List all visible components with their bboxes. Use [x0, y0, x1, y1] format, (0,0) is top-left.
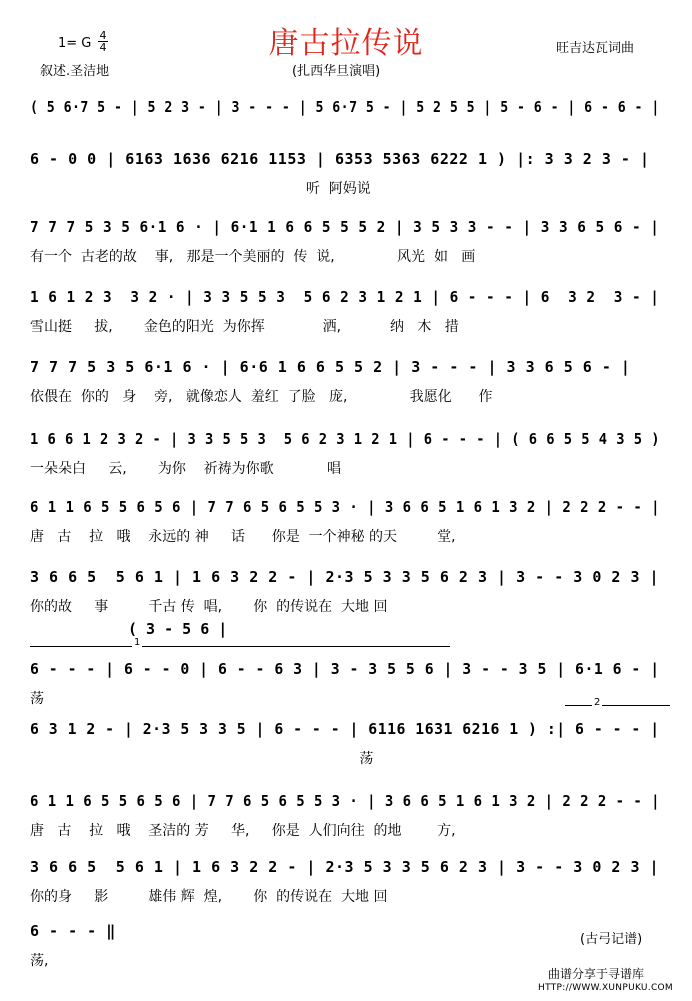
score-line-notes: 6 - 0 0 | 6163 1636 6216 1153 | 6353 5363 6222 1 ) |: 3 3 2 3 - | — [30, 150, 650, 168]
score-line-lyrics: 荡, — [30, 953, 49, 969]
score-line-lyrics: 雪山挺 拔, 金色的阳光 为你挥 洒, 纳 木 措 — [30, 319, 459, 335]
score-line-lyrics: 唐 古 拉 哦 圣洁的 芳 华, 你是 人们向往 的地 方, — [30, 823, 456, 839]
score-line-notes: 6 1 1 6 5 5 6 5 6 | 7 7 6 5 6 5 5 3 · | 3 6 6 5 1 6 1 3 2 | 2 2 2 - - | — [30, 498, 660, 516]
score-line-lyrics: 你的身 影 雄伟 辉 煌, 你 的传说在 大地 回 — [30, 889, 388, 905]
score-line-lyrics: 你的故 事 千古 传 唱, 你 的传说在 大地 回 — [30, 599, 388, 615]
volta-2-line — [565, 705, 670, 706]
score-line-notes: 6 3 1 2 - | 2·3 5 3 3 5 | 6 - - - | 6116 1631 6216 1 ) :| 6 - - - | — [30, 720, 660, 738]
score-line-lyrics: 荡 — [30, 751, 374, 767]
site-name: 曲谱分享于寻谱库 — [548, 967, 645, 981]
performance-style: 叙述.圣洁地 — [40, 64, 110, 79]
score-line-lyrics: 有一个 古老的故 事, 那是一个美丽的 传 说, 风光 如 画 — [30, 249, 476, 265]
score-line — [30, 288, 670, 314]
bracket-fill: ( 3 - 5 6 | — [128, 620, 228, 638]
score-line-notes: 6 - - - | 6 - - 0 | 6 - - 6 3 | 3 - 3 5 5 6 | 3 - - 3 5 | 6·1 6 - | — [30, 660, 660, 678]
time-sig-bottom: 4 — [99, 41, 107, 54]
score-line-lyrics: 听 阿妈说 — [30, 181, 371, 197]
score-line — [30, 720, 670, 746]
score-line — [30, 218, 670, 244]
song-title: 唐古拉传说 — [268, 26, 424, 61]
volta-2-number: 2 — [594, 697, 601, 708]
volta-1-line — [30, 646, 450, 647]
score-line-notes: ( 5 6·7 5 - | 5 2 3 - | 3 - - - | 5 6·7 5 - | 5 2 5 5 | 5 - 6 - | 6 - 6 - | — [30, 98, 660, 116]
score-line-lyrics: 唐 古 拉 哦 永远的 神 话 你是 一个神秘 的天 堂, — [30, 529, 456, 545]
score-line — [30, 858, 670, 884]
transcriber-credit: (古弓记谱) — [580, 932, 643, 947]
score-line-notes: 3 6 6 5 5 6 1 | 1 6 3 2 2 - | 2·3 5 3 3 5 6 2 3 | 3 - - 3 0 2 3 | — [30, 568, 660, 586]
key-label: 1= G — [58, 36, 92, 51]
score-line-notes: 3 6 6 5 5 6 1 | 1 6 3 2 2 - | 2·3 5 3 3 5 6 2 3 | 3 - - 3 0 2 3 | — [30, 858, 660, 876]
score-line-notes: 7 7 7 5 3 5 6·1 6 · | 6·6 1 6 6 5 5 2 | 3 - - - | 3 3 6 5 6 - | — [30, 358, 631, 376]
score-line-lyrics: 依偎在 你的 身 旁, 就像恋人 羞红 了脸 庞, 我愿化 作 — [30, 389, 493, 405]
score-line-notes: 6 - - - ‖ — [30, 922, 116, 940]
score-line-lyrics: 一朵朵白 云, 为你 祈祷为你歌 唱 — [30, 461, 342, 477]
score-line — [30, 98, 670, 124]
score-line — [30, 430, 670, 456]
time-sig-top: 4 — [99, 29, 107, 42]
score-line-lyrics: 荡 — [30, 691, 44, 707]
site-url: HTTP://WWW.XUNPUKU.COM — [538, 983, 673, 993]
score-line — [30, 358, 670, 384]
score-line — [30, 922, 670, 948]
site-watermark — [520, 965, 673, 995]
score-line — [30, 660, 670, 686]
score-line — [30, 498, 670, 524]
performer: (扎西华旦演唱) — [292, 64, 381, 79]
score-line — [30, 568, 670, 594]
score-line-notes: 7 7 7 5 3 5 6·1 6 · | 6·1 1 6 6 5 5 5 2 | 3 5 3 3 - - | 3 3 6 5 6 - | — [30, 218, 660, 236]
score-line-notes: 1 6 6 1 2 3 2 - | 3 3 5 5 3 5 6 2 3 1 2 1 | 6 - - - | ( 6 6 5 5 4 3 5 ) — [30, 430, 660, 448]
score-line — [30, 792, 670, 818]
score-line-notes: 1 6 1 2 3 3 2 · | 3 3 5 5 3 5 6 2 3 1 2 1 | 6 - - - | 6 3 2 3 - | — [30, 288, 660, 306]
credit: 旺吉达瓦词曲 — [556, 41, 635, 56]
score-line — [30, 150, 670, 176]
score-line-notes: 6 1 1 6 5 5 6 5 6 | 7 7 6 5 6 5 5 3 · | 3 6 6 5 1 6 1 3 2 | 2 2 2 - - | — [30, 792, 660, 810]
volta-1-number: 1 — [134, 637, 141, 648]
